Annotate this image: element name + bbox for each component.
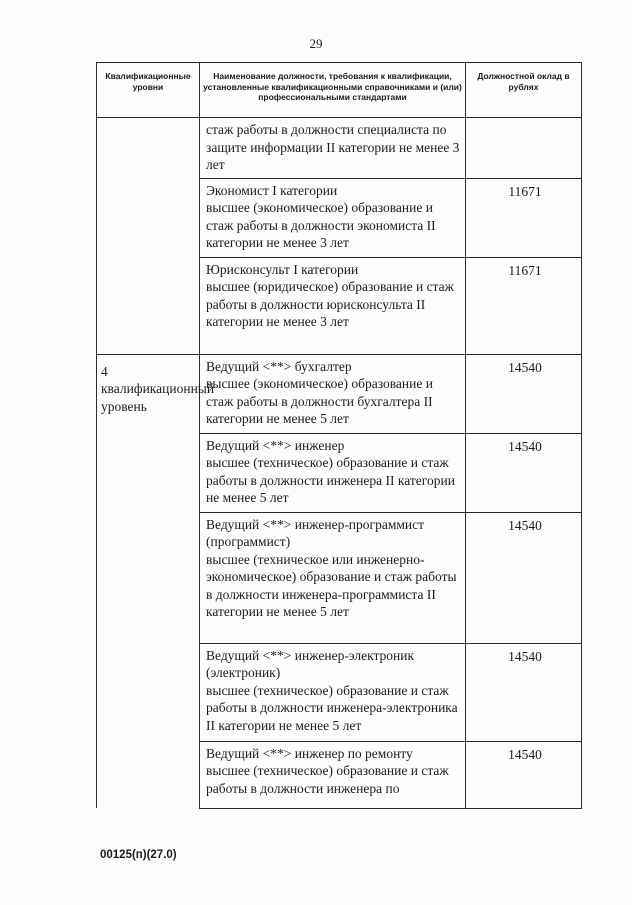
position-cell [200, 512, 466, 643]
salary-cell: 11671 [466, 178, 582, 257]
salary-cell: 11671 [466, 257, 582, 354]
position-cell [200, 354, 466, 433]
position-cell [200, 257, 466, 354]
position-requirement: высшее (экономическое) образование и стаж работы в должности экономиста II категории не менее 3 лет [206, 200, 436, 250]
table-row [97, 118, 582, 179]
position-requirement: высшее (экономическое) образование и стаж работы в должности бухгалтера II категории не менее 5 лет [206, 376, 433, 426]
document-code: 00125(п)(27.0) [100, 849, 177, 861]
salary-cell: 14540 [466, 643, 582, 741]
salary-cell: 14540 [466, 512, 582, 643]
salary-cell: 14540 [466, 433, 582, 512]
position-cell [200, 643, 466, 741]
table-row [97, 354, 582, 433]
position-title: Экономист I категории [206, 182, 338, 198]
position-requirement: высшее (юридическое) образование и стаж работы в должности юрисконсульта II категории не менее 3 лет [206, 279, 454, 329]
page-number: 29 [309, 36, 323, 51]
position-title: Ведущий <**> инженер по ремонту [206, 745, 413, 761]
level-cell-empty [97, 118, 200, 355]
position-requirement: стаж работы в должности специалиста по защите информации II категории не менее 3 лет [206, 122, 460, 172]
qualification-salary-table [96, 62, 582, 809]
position-cell [200, 118, 466, 179]
position-title: Ведущий <**> инженер [206, 437, 345, 453]
position-cell [200, 178, 466, 257]
position-title: Юрисконсульт I категории [206, 261, 359, 277]
header-qualification-levels: Квалификационные уровни [97, 63, 200, 118]
position-cell [200, 433, 466, 512]
qualification-level-4: 4 квалификационный уровень [97, 354, 200, 808]
salary-cell: 14540 [466, 354, 582, 433]
position-title: Ведущий <**> инженер-программист (программист) [206, 516, 425, 549]
salary-cell [466, 118, 582, 179]
salary-cell: 14540 [466, 741, 582, 808]
header-salary: Должностной оклад в рублях [466, 63, 582, 118]
position-requirement: высшее (техническое) образование и стаж работы в должности инженера по [206, 763, 449, 796]
position-title: Ведущий <**> бухгалтер [206, 358, 352, 374]
table-header-row [97, 63, 582, 118]
position-requirement: высшее (техническое) образование и стаж работы в должности инженера II категории не менее 5 лет [206, 455, 455, 505]
header-position-requirements: Наименование должности, требования к квалификации, установленные квалификационными справочниками и (или) профессиональными стандартами [200, 63, 466, 118]
position-cell [200, 741, 466, 808]
position-requirement: высшее (техническое или инженерно-экономическое) образование и стаж работы в должности инженера-программиста II категории не менее 5 лет [206, 551, 457, 619]
position-title: Ведущий <**> инженер-электроник (электроник) [206, 647, 415, 680]
position-requirement: высшее (техническое) образование и стаж работы в должности инженера-электроника II категории не менее 5 лет [206, 682, 458, 733]
